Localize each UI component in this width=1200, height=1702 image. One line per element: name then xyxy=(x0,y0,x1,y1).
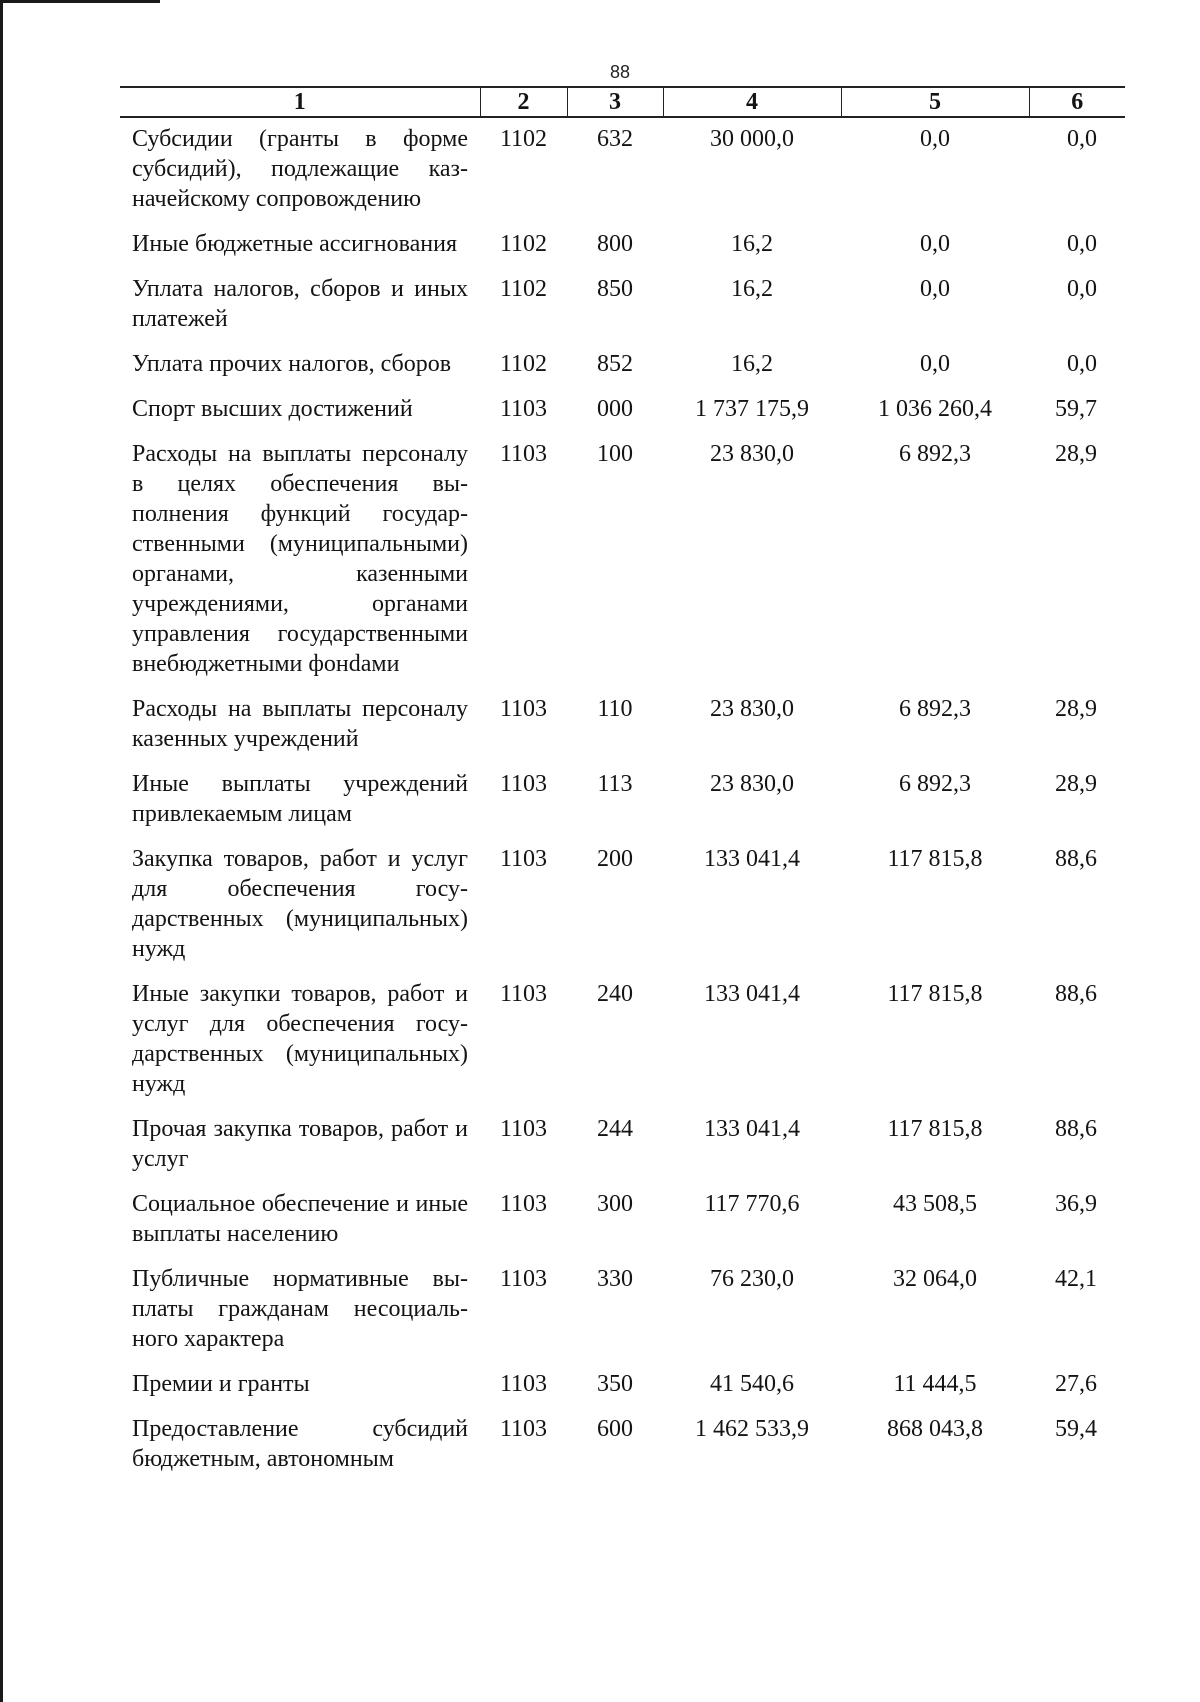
row-name-cell: Иные бюджетные ассигнования xyxy=(132,231,457,257)
row-percent-cell: 0,0 xyxy=(1067,126,1097,152)
row-actual-cell: 117 815,8 xyxy=(887,846,983,872)
row-actual-cell: 11 444,5 xyxy=(893,1371,977,1397)
row-name-cell: Публичные нормативные выплаты гражданам несоциального характера xyxy=(132,1266,468,1352)
table-row xyxy=(120,349,1125,394)
row-plan-cell: 117 770,6 xyxy=(704,1191,800,1217)
row-name-cell: Расходы на выплаты персоналу казенных учреждений xyxy=(132,696,468,752)
row-actual-cell: 117 815,8 xyxy=(887,981,983,1007)
row-actual-cell: 0,0 xyxy=(920,276,950,302)
row-actual-cell: 0,0 xyxy=(920,126,950,152)
row-plan-cell: 23 830,0 xyxy=(710,771,794,797)
table-row xyxy=(120,1414,1125,1489)
row-name-cell: Закупка товаров, работ и услуг для обеспечения государственных (муниципальных) нужд xyxy=(132,846,468,962)
row-plan-cell: 30 000,0 xyxy=(710,126,794,152)
row-plan-cell: 16,2 xyxy=(731,351,773,377)
row-section-cell: 1102 xyxy=(499,351,548,377)
row-percent-cell: 0,0 xyxy=(1067,276,1097,302)
row-section-cell: 1103 xyxy=(499,1266,548,1292)
row-name-cell: Премии и гранты xyxy=(132,1371,310,1397)
row-percent-cell: 88,6 xyxy=(1055,1116,1097,1142)
row-section-cell: 1102 xyxy=(499,276,548,302)
scan-edge-top xyxy=(0,0,160,3)
table-row xyxy=(120,229,1125,274)
row-actual-cell: 32 064,0 xyxy=(893,1266,977,1292)
row-percent-cell: 36,9 xyxy=(1055,1191,1097,1217)
header-col-2: 2 xyxy=(480,87,567,117)
page-number: 88 xyxy=(609,62,631,82)
table-row xyxy=(120,274,1125,349)
row-plan-cell: 133 041,4 xyxy=(704,1116,800,1142)
row-section-cell: 1103 xyxy=(499,1191,548,1217)
row-section-cell: 1103 xyxy=(499,981,548,1007)
row-plan-cell: 133 041,4 xyxy=(704,846,800,872)
row-percent-cell: 28,9 xyxy=(1055,441,1097,467)
header-col-6: 6 xyxy=(1029,87,1125,117)
row-type-cell: 113 xyxy=(597,771,633,797)
row-name-cell: Спорт высших достижений xyxy=(132,396,413,422)
row-type-cell: 632 xyxy=(597,126,633,152)
row-actual-cell: 0,0 xyxy=(920,351,950,377)
row-type-cell: 300 xyxy=(597,1191,633,1217)
table-row xyxy=(120,694,1125,769)
row-type-cell: 200 xyxy=(597,846,633,872)
row-percent-cell: 28,9 xyxy=(1055,771,1097,797)
table-row xyxy=(120,979,1125,1114)
row-actual-cell: 1 036 260,4 xyxy=(878,396,992,422)
row-name-cell: Иные закупки товаров, работ и услуг для обеспечения государственных (муниципальных) нужд xyxy=(132,981,468,1097)
row-name-cell: Расходы на выплаты персоналу в целях обеспечения выполнения функций государственными (муниципальными) органами, казенными учреждениями, органами управления государственными внебюджетными фонdами xyxy=(132,441,468,677)
header-col-4: 4 xyxy=(663,87,841,117)
row-percent-cell: 59,7 xyxy=(1055,396,1097,422)
row-section-cell: 1103 xyxy=(499,1116,548,1142)
row-type-cell: 800 xyxy=(597,231,633,257)
table-row xyxy=(120,769,1125,844)
row-section-cell: 1103 xyxy=(499,846,548,872)
row-section-cell: 1103 xyxy=(499,696,548,722)
table-row xyxy=(120,439,1125,694)
row-plan-cell: 23 830,0 xyxy=(710,696,794,722)
row-plan-cell: 76 230,0 xyxy=(710,1266,794,1292)
header-row xyxy=(120,87,1125,117)
row-plan-cell: 1 737 175,9 xyxy=(695,396,809,422)
row-percent-cell: 0,0 xyxy=(1067,351,1097,377)
row-plan-cell: 133 041,4 xyxy=(704,981,800,1007)
row-section-cell: 1103 xyxy=(499,396,548,422)
row-type-cell: 600 xyxy=(597,1416,633,1442)
row-section-cell: 1103 xyxy=(499,1371,548,1397)
row-type-cell: 330 xyxy=(597,1266,633,1292)
row-percent-cell: 0,0 xyxy=(1067,231,1097,257)
table-row xyxy=(120,844,1125,979)
row-name-cell: Уплата прочих налогов, сборов xyxy=(132,351,452,377)
row-actual-cell: 43 508,5 xyxy=(893,1191,977,1217)
budget-table-container xyxy=(120,86,1125,1489)
header-col-5: 5 xyxy=(841,87,1029,117)
row-type-cell: 240 xyxy=(597,981,633,1007)
row-plan-cell: 1 462 533,9 xyxy=(695,1416,809,1442)
row-type-cell: 110 xyxy=(597,696,633,722)
table-row xyxy=(120,394,1125,439)
row-plan-cell: 41 540,6 xyxy=(710,1371,794,1397)
row-section-cell: 1102 xyxy=(499,126,548,152)
row-plan-cell: 16,2 xyxy=(731,231,773,257)
budget-table xyxy=(120,86,1125,1489)
table-row xyxy=(120,1189,1125,1264)
row-actual-cell: 6 892,3 xyxy=(899,441,971,467)
row-name-cell: Иные выплаты учреждений привлекаемым лицам xyxy=(132,771,468,827)
row-actual-cell: 0,0 xyxy=(920,231,950,257)
row-percent-cell: 42,1 xyxy=(1055,1266,1097,1292)
row-plan-cell: 16,2 xyxy=(731,276,773,302)
row-type-cell: 350 xyxy=(597,1371,633,1397)
row-percent-cell: 88,6 xyxy=(1055,846,1097,872)
header-col-1: 1 xyxy=(120,87,480,117)
table-row xyxy=(120,1264,1125,1369)
row-section-cell: 1102 xyxy=(499,231,548,257)
row-percent-cell: 27,6 xyxy=(1055,1371,1097,1397)
row-section-cell: 1103 xyxy=(499,441,548,467)
row-actual-cell: 117 815,8 xyxy=(887,1116,983,1142)
row-percent-cell: 88,6 xyxy=(1055,981,1097,1007)
row-type-cell: 000 xyxy=(597,396,633,422)
row-percent-cell: 28,9 xyxy=(1055,696,1097,722)
table-body xyxy=(120,117,1125,1489)
row-type-cell: 100 xyxy=(597,441,633,467)
header-col-3: 3 xyxy=(567,87,663,117)
row-actual-cell: 868 043,8 xyxy=(887,1416,983,1442)
row-name-cell: Предоставление субсидий бюджетным, автономным xyxy=(132,1416,468,1472)
table-row xyxy=(120,1369,1125,1414)
table-row xyxy=(120,117,1125,229)
row-actual-cell: 6 892,3 xyxy=(899,771,971,797)
table-header xyxy=(120,87,1125,117)
row-section-cell: 1103 xyxy=(499,771,548,797)
table-row xyxy=(120,1114,1125,1189)
row-name-cell: Прочая закупка товаров, работ и услуг xyxy=(132,1116,468,1172)
row-type-cell: 850 xyxy=(597,276,633,302)
row-section-cell: 1103 xyxy=(499,1416,548,1442)
row-name-cell: Уплата налогов, сборов и иных платежей xyxy=(132,276,468,332)
row-percent-cell: 59,4 xyxy=(1055,1416,1097,1442)
row-plan-cell: 23 830,0 xyxy=(710,441,794,467)
row-name-cell: Социальное обеспечение и иные выплаты населению xyxy=(132,1191,468,1247)
scan-edge-left xyxy=(0,0,3,1702)
row-name-cell: Субсидии (гранты в форме субсидий), подлежащие казначейскому сопровождению xyxy=(132,126,468,212)
row-type-cell: 852 xyxy=(597,351,633,377)
row-type-cell: 244 xyxy=(597,1116,633,1142)
row-actual-cell: 6 892,3 xyxy=(899,696,971,722)
